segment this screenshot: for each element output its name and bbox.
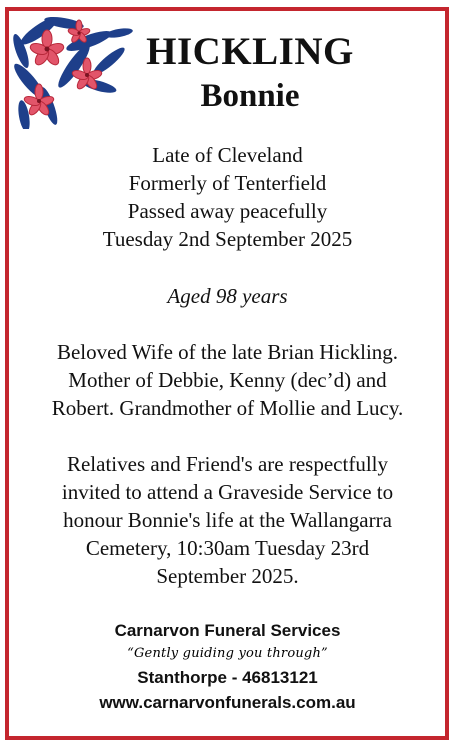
funeral-director-phone: Stanthorpe - 46813121 (137, 668, 318, 687)
service-paragraph (0, 450, 455, 590)
detail-line: Passed away peacefully (127, 199, 328, 223)
deceased-surname: HICKLING (146, 30, 354, 73)
detail-line: Tuesday 2nd September 2025 (102, 227, 353, 251)
service-line: honour Bonnie's life at the Wallangarra (63, 508, 392, 532)
funeral-director-website: www.carnarvonfunerals.com.au (99, 693, 356, 712)
funeral-director-tagline: “Gently guiding you through” (127, 646, 328, 661)
service-line: September 2025. (156, 564, 299, 588)
service-line: invited to attend a Graveside Service to (61, 480, 394, 504)
family-line: Robert. Grandmother of Mollie and Lucy. (51, 396, 404, 420)
family-line: Mother of Debbie, Kenny (dec’d) and (68, 368, 387, 392)
family-line: Beloved Wife of the late Brian Hickling. (56, 340, 399, 364)
age-line: Aged 98 years (167, 284, 288, 308)
service-line: Cemetery, 10:30am Tuesday 23rd (85, 536, 370, 560)
deceased-first-name: Bonnie (200, 78, 300, 114)
funeral-director-name: Carnarvon Funeral Services (114, 621, 341, 640)
detail-line: Formerly of Tenterfield (128, 171, 327, 195)
detail-line: Late of Cleveland (152, 143, 303, 167)
residence-and-passing-details (0, 141, 455, 253)
service-line: Relatives and Friend's are respectfully (66, 452, 388, 476)
family-paragraph (0, 338, 455, 422)
